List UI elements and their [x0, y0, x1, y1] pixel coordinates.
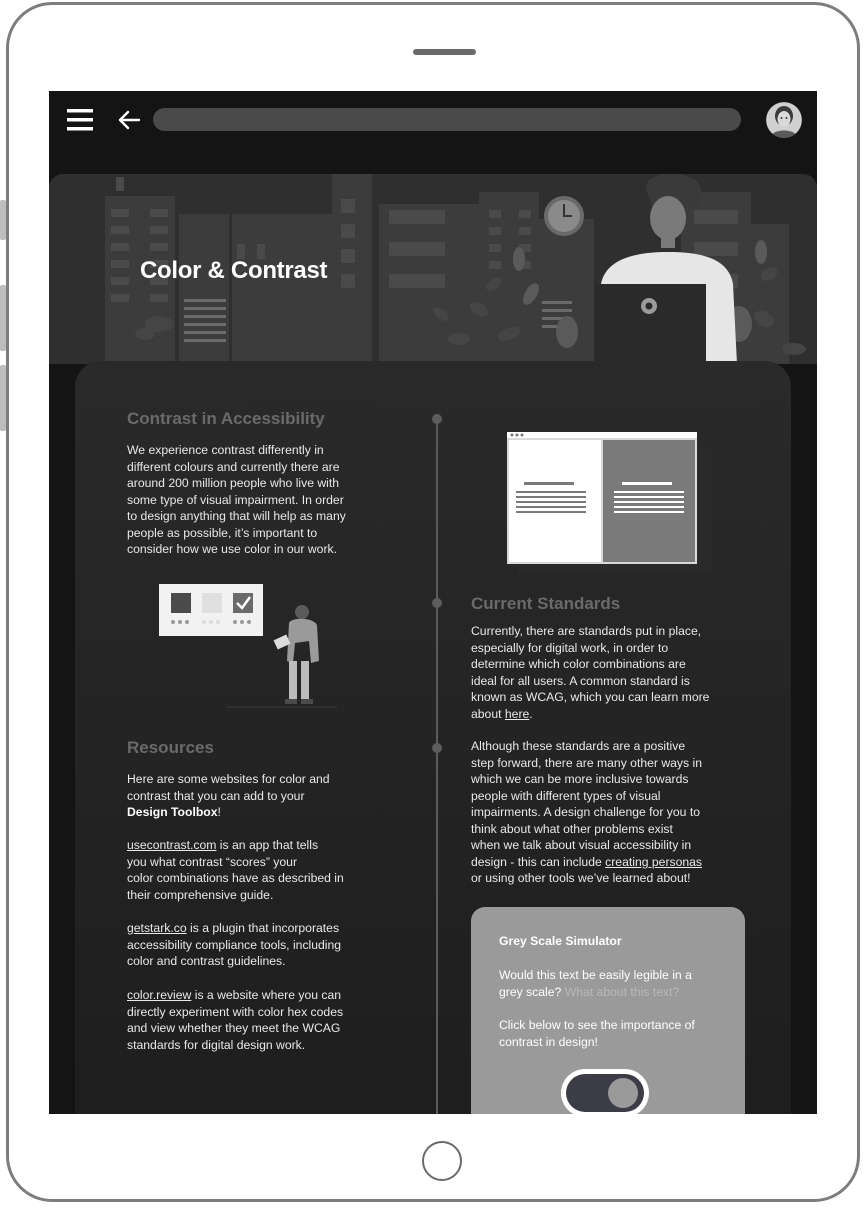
text-line: you what contrast “scores” your [127, 854, 298, 869]
color-swatch-illustration [149, 581, 349, 711]
text-fragment: is a website where you can [191, 988, 342, 1002]
text-line: people as possible, it’s important to [127, 525, 318, 540]
speaker-slot [413, 49, 476, 55]
usecontrast-link[interactable]: usecontrast.com [127, 838, 217, 852]
user-avatar-icon[interactable] [766, 102, 802, 138]
text-fragment: about [471, 706, 505, 721]
timeline-dot [432, 743, 442, 753]
text-line: accessibility compliance tools, including [127, 937, 342, 952]
text-line: think about what other problems exist [471, 821, 673, 836]
contrast-paragraph [127, 442, 346, 558]
text-line: or using other tools we’ve learned about! [471, 871, 691, 885]
getstark-link[interactable]: getstark.co [127, 921, 187, 935]
text-fragment: grey scale? [499, 984, 565, 999]
text-line: impairments. A design challenge for you to [471, 805, 700, 819]
grey-scale-simulator-card [471, 907, 745, 1114]
text-line: directly experiment with color hex codes [127, 1004, 344, 1019]
text-fragment: . [529, 706, 533, 721]
section-heading-contrast: Contrast in Accessibility [127, 409, 325, 428]
top-bar [49, 91, 817, 151]
text-line: around 200 million people who live with [127, 476, 340, 490]
text-line: contrast in design! [499, 1034, 598, 1049]
text-fragment: is a plugin that incorporates [186, 921, 340, 935]
simulator-instruction [499, 1017, 729, 1050]
text-line: some type of visual impairment. In order [127, 492, 344, 507]
text-line: known as WCAG, which you can learn more [471, 690, 710, 704]
text-line: people with different types of visual [471, 788, 661, 803]
text-line: and view whether they meet the WCAG [127, 1021, 341, 1035]
text-line: when we talk about visual accessibility in [471, 838, 692, 852]
text-line: contrast that you can add to your [127, 788, 305, 803]
page-title: Color & Contrast [140, 257, 328, 284]
low-contrast-text: What about this text? [564, 984, 680, 999]
resources-intro [127, 771, 387, 821]
screen [49, 91, 817, 1114]
section-heading-resources: Resources [127, 738, 214, 757]
text-fragment: is an app that tells [216, 838, 319, 852]
arrow-left-icon[interactable] [117, 108, 141, 132]
section-heading-standards: Current Standards [471, 594, 621, 613]
simulator-question [499, 967, 729, 1000]
browser-contrast-illustration [504, 430, 714, 575]
timeline-dot [432, 598, 442, 608]
resource-item-colorreview [127, 987, 397, 1053]
timeline-line [436, 420, 438, 1114]
text-fragment: ! [217, 805, 221, 819]
text-line: Currently, there are standards put in place, [471, 624, 702, 638]
resource-item-getstark [127, 920, 397, 970]
toggle-knob[interactable] [608, 1078, 638, 1108]
grey-scale-toggle[interactable] [561, 1069, 649, 1114]
standards-paragraph [471, 623, 761, 722]
volume-up-button[interactable] [0, 285, 6, 351]
toggle-track [566, 1074, 644, 1112]
text-line: ideal for all users. A common standard is [471, 673, 690, 688]
text-line: especially for digital work, in order to [471, 640, 669, 655]
volume-down-button[interactable] [0, 365, 6, 431]
text-fragment: design - this can include [471, 854, 606, 869]
hamburger-menu-icon[interactable] [67, 107, 93, 133]
text-line: standards for digital design work. [127, 1037, 306, 1052]
text-line: Click below to see the importance of [499, 1018, 695, 1032]
address-bar[interactable] [153, 108, 741, 131]
timeline-dot [432, 414, 442, 424]
design-toolbox-label: Design Toolbox [127, 805, 218, 819]
text-line: Although these standards are a positive [471, 739, 686, 753]
text-line: step forward, there are many other ways in [471, 755, 702, 770]
text-line: consider how we use color in our work. [127, 542, 337, 556]
side-button[interactable] [0, 200, 6, 240]
hero-banner [49, 174, 817, 364]
simulator-title: Grey Scale Simulator [499, 934, 622, 948]
creating-personas-link[interactable]: creating personas [605, 854, 703, 869]
text-line: different colours and currently there are [127, 459, 340, 474]
text-line: color combinations have as described in [127, 871, 344, 885]
text-line: Here are some websites for color and [127, 772, 330, 786]
text-line: We experience contrast differently in [127, 443, 324, 457]
wcag-here-link[interactable]: here [504, 706, 530, 721]
text-line: to design anything that will help as many [127, 509, 346, 523]
text-line: Would this text be easily legible in a [499, 968, 692, 982]
resource-item-usecontrast [127, 837, 397, 903]
standards-paragraph-2 [471, 738, 761, 887]
text-line: which we can be more inclusive towards [471, 772, 689, 786]
text-line: determine which color combinations are [471, 657, 686, 671]
text-line: their comprehensive guide. [127, 887, 274, 902]
color-review-link[interactable]: color.review [127, 988, 192, 1002]
home-button[interactable] [422, 1141, 462, 1181]
text-line: color and contrast guidelines. [127, 954, 286, 968]
